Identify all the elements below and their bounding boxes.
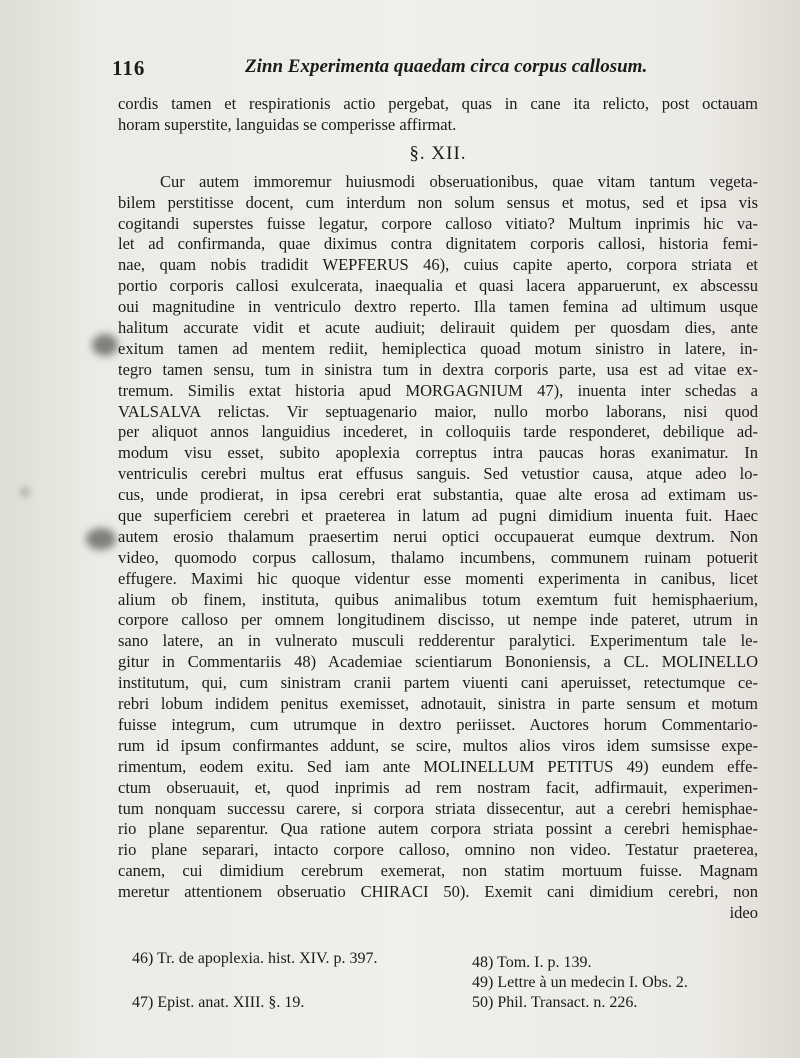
text-line: horam superstite, languidas se comperisse affirmat. (118, 114, 457, 134)
text-line: cogitandi superstes fuisse legatur, corpore calloso vitiato? Multum inprimis hic va- (118, 213, 758, 233)
text-line: meretur attentionem obseruatio CHIRACI 50). Exemit cani dimidium cerebri, non (118, 882, 758, 902)
text-line: alium ob finem, instituta, quibus animalibus totum exemtum fuit hemisphaerium, (118, 589, 758, 609)
footnote-48: 48) Tom. I. p. 139. (472, 954, 592, 971)
text-line: Cur autem immoremur huiusmodi obseruationibus, quae vitam tantum vegeta- (160, 171, 758, 191)
footnote-46: 46) Tr. de apoplexia. hist. XIV. p. 397. (132, 950, 378, 967)
text-line: tremum. Similis extat historia apud MORGAGNIUM 47), inuenta inter schedas a (118, 380, 758, 400)
text-line: modum visu esset, subito apoplexia correptus intra paucas horas exanimatur. In (118, 443, 758, 463)
text-line: autem erosio thalamum praesertim nerui optici occupauerat eumque dextrum. Non (118, 526, 758, 546)
text-line: effugere. Maximi hic quoque videntur esse momenti experimenta in canibus, licet (118, 568, 758, 588)
text-line: video, quomodo corpus callosum, thalamo incumbens, communem ruinam potuerit (118, 547, 758, 567)
text-line: tum nonquam successu carere, si corpora striata dissecentur, aut a cerebri hemisphae- (118, 798, 758, 818)
text-line: tegro tamen sensu, tum in sinistra tum in dextra corporis parte, usa est ad vitae ex- (118, 359, 758, 379)
text-line: bilem perstitisse docent, cum interdum non solum sensus et motus, sed et ipsa vis (118, 192, 758, 212)
running-title: Zinn Experimenta quaedam circa corpus callosum. (245, 56, 648, 77)
footnote-50: 50) Phil. Transact. n. 226. (472, 994, 638, 1011)
text-line: oui magnitudine in ventriculo dextro reperto. Illa tamen femina ad ultimum usque (118, 297, 758, 317)
text-line: rimentum, eodem exitu. Sed iam ante MOLINELLUM PETITUS 49) eundem effe- (118, 756, 758, 776)
body-text (118, 94, 758, 924)
footnote-47: 47) Epist. anat. XIII. §. 19. (132, 994, 305, 1011)
page-header (112, 56, 648, 82)
text-line: halitum accurate vidit et acute audiuit; delirauit quidem per quosdam dies, ante (118, 318, 758, 338)
text-line: cordis tamen et respirationis actio pergebat, quas in cane ita relicto, post octauam (118, 94, 758, 113)
text-line: institutum, qui, cum sinistram cranii partem viuenti cani aperuisset, retectumque ce- (118, 673, 758, 693)
text-line: fuisse integrum, cum utrumque in dextro periisset. Auctores horum Commentario- (118, 714, 758, 734)
text-line: sano latere, an in vulnerato musculi redderentur paralytici. Experimentum tale le- (118, 631, 758, 651)
ink-smudge (86, 528, 116, 550)
text-line: ventriculis cerebri multus erat effusus sanguis. Sed vetustior causa, atque adeo lo- (118, 464, 758, 484)
text-line: nae, quam nobis tradidit WEPFERUS 46), cuius capite aperto, corpora striata et (118, 255, 758, 275)
page-number: 116 (112, 56, 146, 80)
text-line: let ad confirmanda, quae diximus contra dignitatem corporis callosi, historia femi- (118, 234, 758, 254)
text-line: rio plane separentur. Qua ratione autem corpora striata possint a cerebri hemisphae- (118, 819, 758, 839)
text-line: portio corporis callosi exulcerata, inaequalia et quasi lacera apparuerunt, ex abscessu (118, 276, 758, 296)
ink-smudge (92, 334, 118, 356)
text-line: ctum obseruauit, et, quod inprimis ad rem nostram facit, adfirmauit, experimen- (118, 777, 758, 797)
section-heading: §. XII. (409, 142, 467, 164)
text-line: per aliquot annos languidius incederet, in colloquiis tarde responderet, debilique ad- (118, 422, 758, 442)
ink-smudge (22, 488, 28, 496)
text-line: canem, cui dimidium cerebrum exemerat, non statim mortuum fuisse. Magnam (118, 861, 758, 881)
footnote-49: 49) Lettre à un medecin I. Obs. 2. (472, 974, 688, 991)
footnotes (132, 950, 692, 1016)
text-line: rebri lobum indidem penitus exemisset, adnotauit, sinistra in parte sensum et motum (118, 694, 758, 714)
catchword: ideo (729, 902, 758, 922)
text-line: rum id ipsum confirmantes addunt, se scire, multos alios viros idem sumsisse expe- (118, 735, 758, 755)
text-line: exitum tamen ad mentem rediit, hemiplectica quoad motum sinistro in latere, in- (118, 338, 758, 358)
text-line: cus, unde prodierat, in ipsa cerebri erat substantia, quae alte erosa ad extimam us- (118, 485, 758, 505)
text-line: gitur in Commentariis 48) Academiae scientiarum Bononiensis, a CL. MOLINELLO (118, 652, 758, 672)
text-line: que superficiem cerebri et praeterea in latum ad pugni dimidium inuenta fuit. Haec (118, 506, 758, 526)
text-line: VALSALVA relictas. Vir septuagenario maior, nullo morbo laborans, nisi quod (118, 401, 758, 421)
text-line: corpore calloso per omnem longitudinem discisso, ut nempe inde pateret, utrum in (118, 610, 758, 630)
text-line: rio plane separari, intacto corpore calloso, omnino non video. Testatur praeterea, (118, 840, 758, 860)
